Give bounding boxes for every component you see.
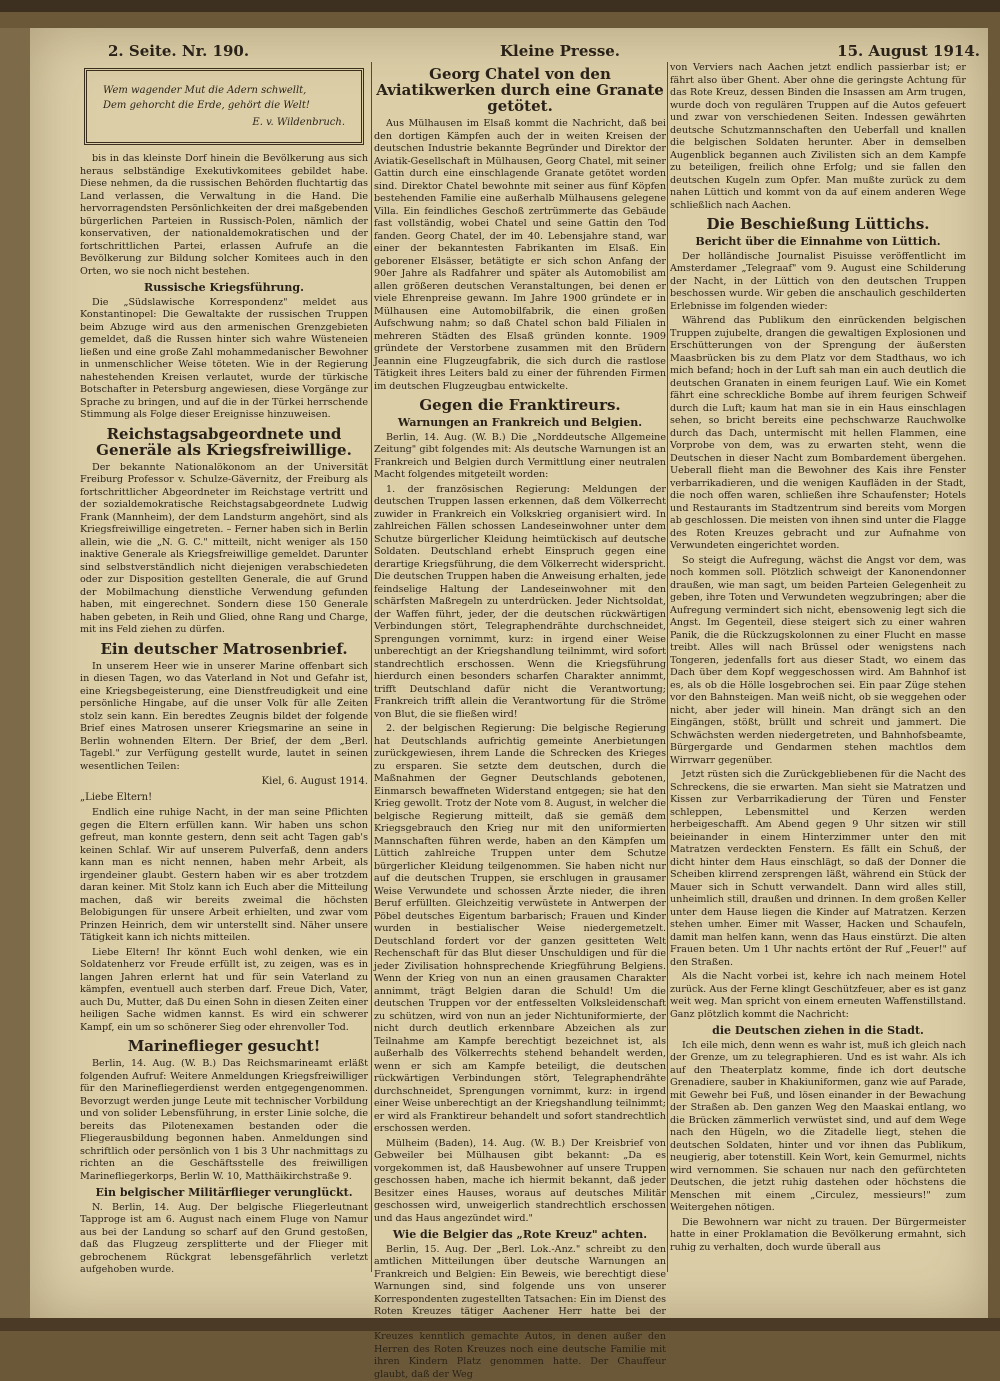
- letter-salutation: „Liebe Eltern!: [80, 792, 368, 805]
- article-heading: Wie die Belgier das „Rote Kreuz" achten.: [374, 1229, 666, 1242]
- article-heading: Reichstagsabgeordnete und Generäle als Kriegsfreiwillige.: [80, 426, 368, 458]
- article-heading: Gegen die Franktireurs.: [374, 397, 666, 413]
- motto-box: [84, 68, 364, 145]
- column-rule: [371, 62, 372, 1272]
- article-text: Der holländische Journalist Pisuisse veröffentlicht im Amsterdamer „Telegraaf" vom 9. August eine Schilderung der Nacht, in der Lüttich von den deutschen Truppen beschossen wurde. Wir geben die anschaulich geschilderten Erlebnisse im folgenden wieder:: [670, 251, 966, 314]
- column-rule: [667, 62, 668, 1272]
- article-heading: Georg Chatel von den Aviatikwerken durch eine Granate getötet.: [374, 66, 666, 114]
- article-text: In unserem Heer wie in unserer Marine offenbart sich in diesen Tagen, wo das Vaterland in Not und Gefahr ist, eine Kriegsbegeisterung, eine Dienstfreudigkeit und eine persönliche Hingabe, auf die unser Volk für alle Zeiten stolz sein kann. Ein beredtes Zeugnis bildet der folgende Brief eines Matrosen unserer Kriegsmarine an seine in Berlin wohnenden Eltern. Der Brief, der dem „Berl. Tagebl." zur Verfügung gestellt wurde, lautet in seinen wesentlichen Teilen:: [80, 661, 368, 774]
- article-text: Ich eile mich, denn wenn es wahr ist, muß ich gleich nach der Grenze, um zu telegraphieren. Und es ist wahr. Als ich auf den Theaterplatz komme, finde ich dort deutsche Grenadiere, sauber in Khakiuniformen, ganz wie auf Parade, mit Gewehr bei Fuß, und lösen einander in der Bewachung der Straßen ab. Den ganzen Weg den Maaskai entlang, wo die Brücken zämmerlich verwüstet sind, und auf dem Wege nach den Hügeln, wo die Zitadelle liegt, stehen die deutschen Soldaten, hinter und vor ihnen das Publikum, neugierig, aber totenstill. Kein Wort, kein Gemurmel, nichts wird vernommen. Sie schauen nur nach den gefürchteten Deutschen, die jetzt ruhig dastehen oder höchstens die Menschen mit einem „Circulez, messieurs!" zum Weitergehen nötigen.: [670, 1040, 966, 1215]
- article-text: von Verviers nach Aachen jetzt endlich passierbar ist; er fährt also über Ghent. Aber ohne die geringste Achtung für das Rote Kreuz, dessen Binden die Insassen am Arm trugen, wurde doch von regulären Truppen auf die Autos gefeuert und zwar von verschiedenen Seiten. Indessen gewährten deutsche Schutzmannschaften den Ueberfall und knallen die belgischen Soldaten herunter. Aber in demselben Augenblick begannen auch Zivilisten sich an dem Kampfe zu beteiligen, freilich ohne Erfolg; und sie fallen den deutschen Kugeln zum Opfer. Man mußte zurück zu dem nahen Lüttich und kommt von da auf einem anderen Wege schließlich nach Aachen.: [670, 62, 966, 212]
- masthead: Kleine Presse.: [500, 42, 620, 60]
- article-text: Liebe Eltern! Ihr könnt Euch wohl denken, wie ein Soldatenherz vor Freude erfüllt ist, zu zeigen, was es in langen Jahren erlernt hat und für sein Vaterland zu kämpfen, eventuell auch sterben darf. Freue Dich, Vater, auch Du, Mutter, daß Du einen Sohn in diesen Zeiten einer heiligen Sache widmen kannst. Es wird ein schwerer Kampf, ein um so schönerer Sieg oder ehrenvoller Tod.: [80, 947, 368, 1035]
- article-text: bis in das kleinste Dorf hinein die Bevölkerung aus sich heraus selbständige Exekutivkomitees gebildet habe. Diese nehmen, da die russischen Behörden fluchtartig das Land verlassen, die Verwaltung in die Hand. Die hervorragendsten Persönlichkeiten der drei maßgebenden bürgerlichen Parteien in Russisch-Polen, nämlich der konservativen, der nationaldemokratischen und der fortschrittlichen Partei, erlassen Aufrufe an die Bevölkerung zur Bildung solcher Komitees auch in den Orten, wo sie noch nicht bestehen.: [80, 153, 368, 278]
- article-text: N. Berlin, 14. Aug. Der belgische Fliegerleutnant Tapproge ist am 6. August nach einem Fluge von Namur aus bei der Landung so scharf auf den Grund gestoßen, daß das Flugzeug zersplitterte und der Flieger mit gebrochenem Rückgrat lebensgefährlich verletzt aufgehoben wurde.: [80, 1202, 368, 1277]
- column-2: [374, 62, 666, 1272]
- issue-date: 15. August 1914.: [837, 42, 980, 60]
- column-1: [80, 62, 368, 1272]
- article-text: Der bekannte Nationalökonom an der Universität Freiburg Professor v. Schulze-Gävernitz, der Freiburg als fortschrittlicher Abgeordneter im Reichstage vertritt und der sozialdemokratische Reichstagsabgeordnete Ludwig Frank (Mannheim), der dem Landsturm angehört, sind als Kriegsfreiwillige eingetreten. – Ferner haben sich in Berlin allein, wie die „N. G. C." mitteilt, nicht weniger als 150 inaktive Generale als Kriegsfreiwillige gemeldet. Darunter sind selbstverständlich nicht diejenigen verabschiedeten oder zur Disposition gestellten Generale, die auf Grund der Mobilmachung dienstliche Verwendung gefunden haben, mit eingerechnet. Sondern diese 150 Generale haben gebeten, in Reih und Glied, ohne Rang und Charge, mit ins Feld ziehen zu dürfen.: [80, 462, 368, 637]
- motto-line: Wem wagender Mut die Adern schwellt,: [103, 83, 345, 98]
- article-heading: Ein belgischer Militärflieger verunglückt.: [80, 1187, 368, 1200]
- article-subheading: Warnungen an Frankreich und Belgien.: [374, 417, 666, 430]
- letter-dateline: Kiel, 6. August 1914.: [80, 776, 368, 789]
- article-text: So steigt die Aufregung, wächst die Angst vor dem, was noch kommen soll. Plötzlich schweigt der Kanonendonner draußen, wie man sagt, um beiden Parteien Gelegenheit zu geben, ihre Toten und Verwundeten wegzubringen; aber die Aufregung vermindert sich nicht, ebensowenig legt sich die Angst. Im Gegenteil, diese steigert sich zu einer wahren Panik, die die Rückzugskolonnen zu einer Flucht en masse treibt. Alles will nach Brüssel oder wenigstens nach Tongeren, jedenfalls fort aus dieser Stadt, wo einem das Dach über dem Kopf weggeschossen wird. Am Bahnhof ist es, als ob die Hölle losgebrochen sei. Ein paar Züge stehen vor den Bahnsteigen. Man weiß nicht, ob sie weggehen oder nicht, aber jeder will hinein. Man drängt sich an den Eingängen, stößt, brüllt und schreit und jammert. Die Schwächsten werden niedergetreten, und Bahnhofsbeamte, Bürgergarde und Gendarmen stehen machtlos dem Wirrwarr gegenüber.: [670, 555, 966, 768]
- article-text: Aus Mülhausen im Elsaß kommt die Nachricht, daß bei den dortigen Kämpfen auch der in weiten Kreisen der deutschen Industrie bekannte Begründer und Direktor der Aviatik-Gesellschaft in Mülhausen, Georg Chatel, mit seiner Gattin durch eine einschlagende Granate getötet worden sind. Direktor Chatel bewohnte mit seiner aus fünf Köpfen bestehenden Familie eine außerhalb Mülhausens gelegene Villa. Ein feindliches Geschoß zertrümmerte das Gebäude fast vollständig, wobei Chatel und seine Gattin den Tod fanden. Georg Chatel, der im 40. Lebensjahre stand, war einer der bekanntesten Fabrikanten im Elsaß. Ein geborener Elsässer, betätigte er sich schon Anfang der 90er Jahre als Radfahrer und später als Automobilist am allen größeren deutschen Veranstaltungen, bei denen er viele Ehrenpreise gewann. Im Jahre 1900 gründete er in Mülhausen eine Automobilfabrik, die einen großen Aufschwung nahm; so daß Chatel schon bald Filialen in mehreren Städten des Elsaß gründen konnte. 1909 gründete der Verstorbene zusammen mit den Brüdern Jeannin eine Flugzeugfabrik, die sich durch die rastlose Tätigkeit ihres Leiters bald zu einer der führenden Firmen im deutschen Flugzeugbau entwickelte.: [374, 118, 666, 393]
- article-heading: Marineflieger gesucht!: [80, 1038, 368, 1054]
- page-header: [70, 30, 980, 60]
- article-subheading: Bericht über die Einnahme von Lüttich.: [670, 236, 966, 249]
- article-text: 1. der französischen Regierung: Meldungen der deutschen Truppen lassen erkennen, daß dem Völkerrecht zuwider in Frankreich ein Volkskrieg organisiert wird. In zahlreichen Fällen schossen Landeseinwohner unter dem Schutze bürgerlicher Kleidung heimtückisch auf deutsche Soldaten. Deutschland erhebt Einspruch gegen eine derartige Kriegsführung, die dem Völkerrecht widerspricht. Die deutschen Truppen haben die Anweisung erhalten, jede feindselige Haltung der Landeseinwohner mit den schärfsten Maßregeln zu unterdrücken. Jeder Nichtsoldat, der Waffen führt, jeder, der die deutschen rückwärtigen Verbindungen stört, Telegraphendrähte durchschneidet, Sprengungen vornimmt, kurz: in irgend einer Weise unberechtigt an der Kriegshandlung teilnimmt, wird sofort standrechtlich erschossen. Wenn die Kriegsführung hierdurch einen besonders scharfen Charakter annimmt, trifft Deutschland dafür nicht die Verantwortung; Frankreich trifft allein die Verantwortung für die Ströme von Blut, die sie fließen wird!: [374, 484, 666, 722]
- article-heading: Russische Kriegsführung.: [80, 282, 368, 295]
- article-text: Berlin, 15. Aug. Der „Berl. Lok.-Anz." schreibt zu den amtlichen Mitteilungen über deutsche Warnungen an Frankreich und Belgien: Ein Beweis, wie berechtigt diese Warnungen sind, sind folgende uns von unserer Korrespondenten zugestellten Tatsachen: Ein im Dienst des Roten Kreuzes tätiger Aachener Herr hatte bei der Kreuzes kenntlich gemachte Autos, in denen außer den Herren des Roten Kreuzes noch eine deutsche Familie mit ihren Kindern Platz genommen hatte. Der Chauffeur glaubt, daß der Weg: [374, 1244, 666, 1381]
- article-text: Mülheim (Baden), 14. Aug. (W. B.) Der Kreisbrief von Gebweiler bei Mülhausen gibt bekannt: „Da es vorgekommen ist, daß Hausbewohner auf unsere Truppen geschossen haben, mache ich hiermit bekannt, daß jeder Besitzer eines Hauses, woraus auf deutsches Militär geschossen wird, unweigerlich standrechtlich erschossen und das Haus angezündet wird.": [374, 1138, 666, 1226]
- page-edge-top: [0, 0, 1000, 12]
- article-text: Die „Südslawische Korrespondenz" meldet aus Konstantinopel: Die Gewaltakte der russischen Truppen beim Abzuge wird aus den armenischen Grenzgebieten gemeldet, daß die Russen hinter sich wahre Wüsteneien ließen und eine große Zahl mohammedanischer Bewohner in unmenschlicher Weise töteten. Wie in der Regierung nahestehenden Kreisen verlautet, wurde der türkische Botschafter in Petersburg angewiesen, diese Vorgänge zur Sprache zu bringen, und auf die in der Türkei herrschende Stimmung als Folge dieser Ereignisse hinzuweisen.: [80, 297, 368, 422]
- page-edge-bottom: [0, 1318, 1000, 1331]
- article-text: Während das Publikum den einrückenden belgischen Truppen zujubelte, drangen die gewaltigen Explosionen und Erschütterungen von der Sprengung der äußersten Maasbrücken bis zu dem Platz vor dem Stadthaus, wo ich mich befand; hoch in der Luft sah man ein auch deutlich die deutschen Granaten in einem feurigen Lauf. Wie ein Komet fährt eine schreckliche Bombe auf ihrem feurigen Schweif durch die Luft; kaum hat man sie in ein Haus einschlagen sehen, so bricht bereits eine pechschwarze Rauchwolke durch das Dach, untermischt mit hellen Flammen, eine Vorprobe von dem, was zu erwarten steht, wenn die Deutschen in dieser Nacht zum Bombardement übergehen. Ueberall flieht man die Bewohner des Kais ihre Fenster verbarrikadieren, und die wenigen Kaufläden in der Stadt, die noch offen waren, schließen ihre Schaufenster; Hotels und Restaurants im Stadtzentrum sind bereits vom Morgen ab geschlossen. Die meisten von ihnen sind unter die Flagge des Roten Kreuzes gebracht und zur Aufnahme von Verwundeten eingerichtet worden.: [670, 315, 966, 553]
- motto-author: E. v. Wildenbruch.: [103, 115, 345, 130]
- column-3: [670, 62, 966, 1272]
- page-number: 2. Seite. Nr. 190.: [108, 42, 249, 60]
- article-heading: Ein deutscher Matrosenbrief.: [80, 641, 368, 657]
- article-text: Als die Nacht vorbei ist, kehre ich nach meinem Hotel zurück. Aus der Ferne klingt Geschützfeuer, aber es ist ganz weit weg. Man spricht von einem erneuten Waffenstillstand. Ganz plötzlich kommt die Nachricht:: [670, 971, 966, 1021]
- article-heading: Die Beschießung Lüttichs.: [670, 216, 966, 232]
- article-text: Die Bewohnern war nicht zu trauen. Der Bürgermeister hatte in einer Proklamation die Bevölkerung ermahnt, sich ruhig zu verhalten, doch wurde überall aus: [670, 1217, 966, 1255]
- article-text: Jetzt rüsten sich die Zurückgebliebenen für die Nacht des Schreckens, die sie erwarten. Man sieht sie Matratzen und Kissen zur Verbarrikadierung der Türen und Fenster schleppen, Lebensmittel und Kerzen werden herbeigeschafft. Am Abend gegen 9 Uhr sitzen wir still beieinander in einem Hinterzimmer unter den mit Matratzen verdeckten Fenstern. Es fällt ein Schuß, der dicht hinter dem Haus einschlägt, so daß der Donner die Scheiben klirrend zersprengen läßt, während ein Stück der Mauer sich in Schutt verwandelt. Dann wird alles still, unheimlich still, draußen und drinnen. In dem großen Keller unter dem Hause liegen die Kinder auf Matratzen. Kerzen stehen umher. Eimer mit Wasser, Hacken und Schaufeln, damit man helfen kann, wenn das Haus einstürzt. Die alten Frauen beten. Um 1 Uhr nachts ertönt der Ruf „Feuer!" auf den Straßen.: [670, 769, 966, 969]
- article-subheading: die Deutschen ziehen in die Stadt.: [670, 1025, 966, 1038]
- article-text: 2. der belgischen Regierung: Die belgische Regierung hat Deutschlands aufrichtig gemeinte Anerbietungen zurückgewiesen, ihrem Lande die Schrecken des Krieges zu ersparen. Sie setzte dem deutschen, durch die Maßnahmen der Gegner Deutschlands gebotenen, Einmarsch bewaffneten Widerstand entgegen; sie hat den Krieg gewollt. Trotz der Note vom 8. August, in welcher die belgische Regierung mitteilt, daß sie gemäß dem Kriegsgebrauch den Krieg nur mit den uniformierten Mannschaften führen werde, haben an den Kämpfen um Lüttich zahlreiche Truppen unter dem Schutze bürgerlicher Kleidung teilgenommen. Sie haben nicht nur auf die deutschen Truppen, sie erschlugen in grausamer Weise Verwundete und schossen Ärzte nieder, die ihren Beruf erfüllten. Gleichzeitig verwüstete in Antwerpen der Pöbel deutsches Eigentum barbarisch; Frauen und Kinder wurden in bestialischer Weise niedergemetzelt. Deutschland fordert vor der ganzen gesitteten Welt Rechenschaft für das Blut dieser Unschuldigen und für die jeder Zivilisation hohnsprechende Kriegführung Belgiens. Wenn der Krieg von nun an einen grausamen Charakter annimmt, trägt Belgien daran die Schuld! Um die deutschen Truppen vor der entfesselten Volksleidenschaft zu schützen, wird von nun an jeder Nichtuniformierte, der nicht durch deutlich erkennbare Abzeichen als zur Teilnahme am Kampfe berechtigt bezeichnet ist, als außerhalb des Völkerrechts stehend behandelt werden, wenn er sich am Kampfe beteiligt, die deutschen rückwärtigen Verbindungen stört, Telegraphendrähte durchschneidet, Sprengungen vornimmt, kurz: in irgend einer Weise unberechtigt an der Kriegshandlung teilnimmt; er wird als Franktireur behandelt und sofort standrechtlich erschossen werden.: [374, 723, 666, 1136]
- article-text: Berlin, 14. Aug. (W. B.) Die „Norddeutsche Allgemeine Zeitung" gibt folgendes mit: Als deutsche Warnungen ist an Frankreich und Belgien durch Vermittlung einer neutralen Macht folgendes mitgeteilt worden:: [374, 432, 666, 482]
- article-text: Berlin, 14. Aug. (W. B.) Das Reichsmarineamt erläßt folgenden Aufruf: Weitere Anmeldungen Kriegsfreiwilliger für den Marinefliegerdienst werden entgegengenommen. Bevorzugt werden junge Leute mit technischer Vorbildung und von solider Lebensführung, in erster Linie solche, die bereits das Pilotenexamen bestanden oder die Fliegerausbildung begonnen haben. Anmeldungen sind schriftlich oder persönlich von 1 bis 3 Uhr nachmittags zu richten an die Geschäftsstelle des freiwilligen Marinefliegerkorps, Berlin W. 10, Matthäikirchstraße 9.: [80, 1058, 368, 1183]
- article-text: Endlich eine ruhige Nacht, in der man seine Pflichten gegen die Eltern erfüllen kann. Wir haben uns schon gefreut, man konnte gestern, denn seit acht Tagen gab's keinen Schlaf. Wir auf unserem Pulverfaß, denn anders kann man es nicht nennen, haben mehr Arbeit, als irgendeiner glaubt. Gestern haben wir es aber trotzdem daran keiner. Mit Stolz kann ich Euch aber die Mitteilung machen, daß wir bereits zweimal die höchsten Belobigungen für unsere Arbeit erhielten, und zwar vom Prinzen Heinrich, dem wir unterstellt sind. Näher unsere Tätigkeit kann ich nichts mitteilen.: [80, 807, 368, 945]
- motto-line: Dem gehorcht die Erde, gehört die Welt!: [103, 98, 345, 113]
- page-edge-left: [0, 28, 30, 1318]
